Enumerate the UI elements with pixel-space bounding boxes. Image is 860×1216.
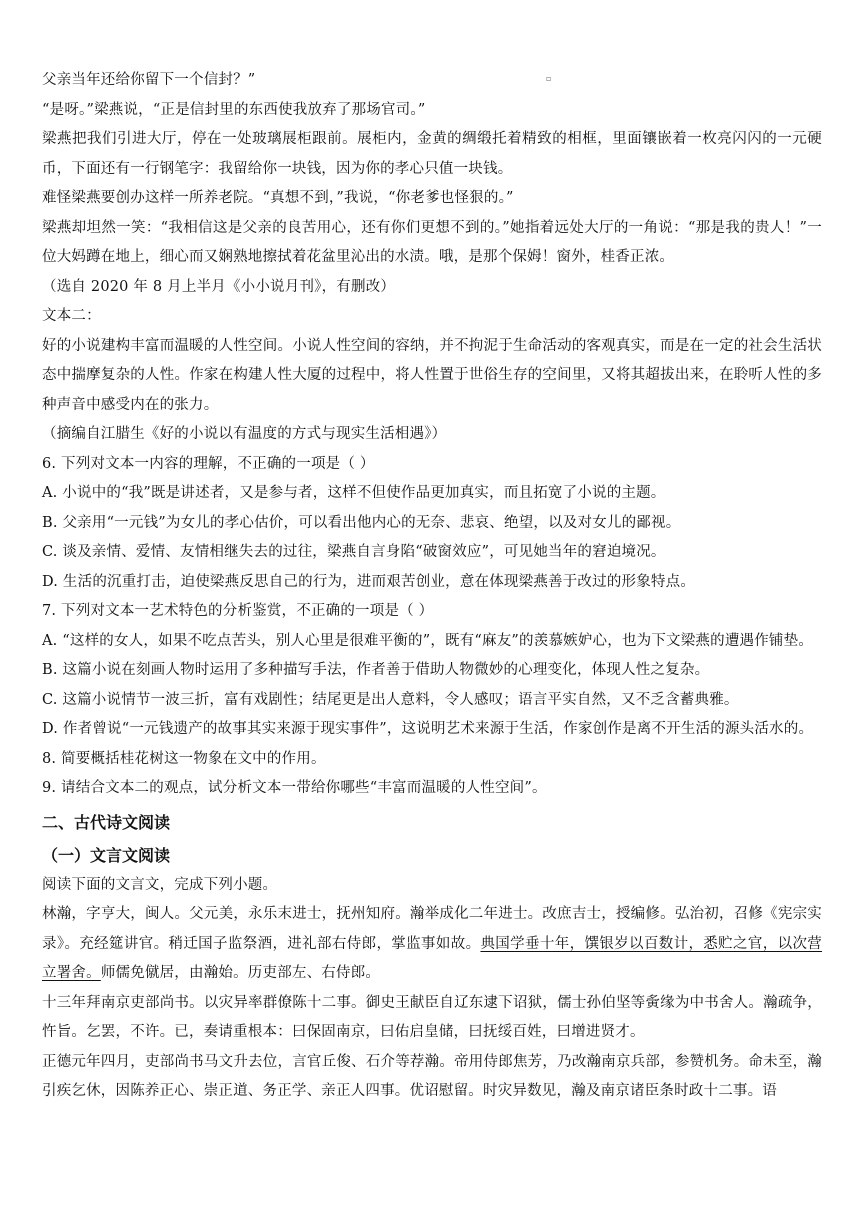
question-9: 9. 请结合文本二的观点，试分析文本一带给你哪些“丰富而温暖的人性空间”。 [42, 780, 547, 796]
option-6d: D. 生活的沉重打击，迫使梁燕反思自己的行为，进而艰苦创业，意在体现梁燕善于改过的形象特点。 [42, 573, 696, 590]
option-6b: B. 父亲用“一元钱”为女儿的孝心估价，可以看出他内心的无奈、悲哀、绝望，以及对女儿的鄙视。 [42, 514, 681, 531]
text-line: 难怪梁燕要创办这样一所养老院。“真想不到，”我说，“你老爹也怪狠的。” [42, 190, 514, 206]
option-6a: A. 小说中的“我”既是讲述者，又是参与者，这样不但使作品更加真实，而且拓宽了小说的主题。 [42, 485, 666, 501]
classical-paragraph-2: 十三年拜南京吏部尚书。以灾异率群僚陈十二事。御史王献臣自辽东逮下诏狱，儒士孙伯坚等夤缘为中书舍人。瀚疏争，忤旨。乞罢，不许。已，奏请重根本：曰保固南京，曰佑启皇储，曰抚绥百姓，曰增进贤才。 [42, 994, 822, 1040]
subsection-heading: （一）文言文阅读 [42, 845, 171, 865]
text-line: “是呀。”梁燕说，“正是信封里的东西使我放弃了那场官司。” [42, 101, 426, 118]
underlined-sentence: 典国学垂十年，馔银岁以百数计，悉贮之官，以次营立署舍。 [42, 935, 822, 981]
question-6: 6. 下列对文本一内容的理解，不正确的一项是（ ） [42, 455, 375, 472]
classical-text: 师儒免僦居，由瀚始。历吏部左、右侍郎。 [100, 965, 381, 981]
text-paragraph: 梁燕却坦然一笑：“我相信这是父亲的良苦用心，还有你们更想不到的。”她指着远处大厅的一角说：“那是我的贵人！”一位大妈蹲在地上，细心而又娴熟地擦拭着花盆里沁出的水渍。哦，是那个保姆！窗外，桂香正浓。 [42, 219, 822, 265]
text-paragraph: 好的小说建构丰富而温暖的人性空间。小说人性空间的容纳，并不拘泥于生命活动的客观真实，而是在一定的社会生活状态中揣摩复杂的人性。作家在构建人性大厦的过程中，将人性置于世俗生存的空间里，又将其超拔出来，在聆听人性的多种声音中感受内在的张力。 [42, 337, 822, 413]
classical-text: 林瀚，字亨大，闽人。父元美，永乐末进士，抚州知府。瀚举成化二年进士。改庶吉士，授编修。弘治初，召修《宪宗实录》。充经筵讲官。稍迁国子监祭酒，进礼部右侍郎，掌监事如故。 [42, 906, 822, 952]
option-7a: A. “这样的女人，如果不吃点苦头，别人心里是很难平衡的”，既有“麻友”的羡慕嫉妒心，也为下文梁燕的遭遇作铺垫。 [42, 632, 814, 649]
classical-paragraph-3: 正德元年四月，吏部尚书马文升去位，言官丘俊、石介等荐瀚。帝用侍郎焦芳，乃改瀚南京兵部，参赞机务。命未至，瀚引疾乞休，因陈养正心、崇正道、务正学、亲正人四事。优诏慰留。时灾异数见，瀚及南京诸臣条时政十二事。语 [42, 1053, 822, 1099]
option-7c: C. 这篇小说情节一波三折，富有戏剧性；结尾更是出人意料，令人感叹；语言平实自然，又不乏含蓄典雅。 [42, 691, 739, 708]
option-7b: B. 这篇小说在刻画人物时运用了多种描写手法，作者善于借助人物微妙的心理变化，体现人性之复杂。 [42, 662, 710, 678]
source-citation: （选自 2020 年 8 月上半月《小小说月刊》，有删改） [42, 278, 396, 295]
option-7d: D. 作者曾说“一元钱遗产的故事其实来源于现实事件”，这说明艺术来源于生活，作家创作是离不开生活的源头活水的。 [42, 721, 814, 737]
question-7: 7. 下列对文本一艺术特色的分析鉴赏，不正确的一项是（ ） [42, 603, 434, 619]
source-citation: （摘编自江腊生《好的小说以有温度的方式与现实生活相遇》） [42, 426, 447, 442]
stray-mark: ▫ [546, 74, 552, 83]
instruction: 阅读下面的文言文，完成下列小题。 [42, 876, 278, 893]
question-8: 8. 简要概括桂花树这一物象在文中的作用。 [42, 750, 326, 767]
text-paragraph: 梁燕把我们引进大厅，停在一处玻璃展柜跟前。展柜内，金黄的绸缎托着精致的相框，里面镶嵌着一枚亮闪闪的一元硬币，下面还有一行钢笔字：我留给你一块钱，因为你的孝心只值一块钱。 [42, 131, 822, 177]
section-heading: 二、古代诗文阅读 [42, 812, 171, 832]
document-page [42, 66, 822, 1107]
text-line: 父亲当年还给你留下一个信封？” [42, 72, 256, 88]
classical-paragraph-1 [42, 900, 822, 989]
option-6c: C. 谈及亲情、爱情、友情相继失去的过往，梁燕自言身陷“破窗效应”，可见她当年的窘迫境况。 [42, 544, 666, 560]
text-two-label: 文本二： [42, 308, 101, 324]
